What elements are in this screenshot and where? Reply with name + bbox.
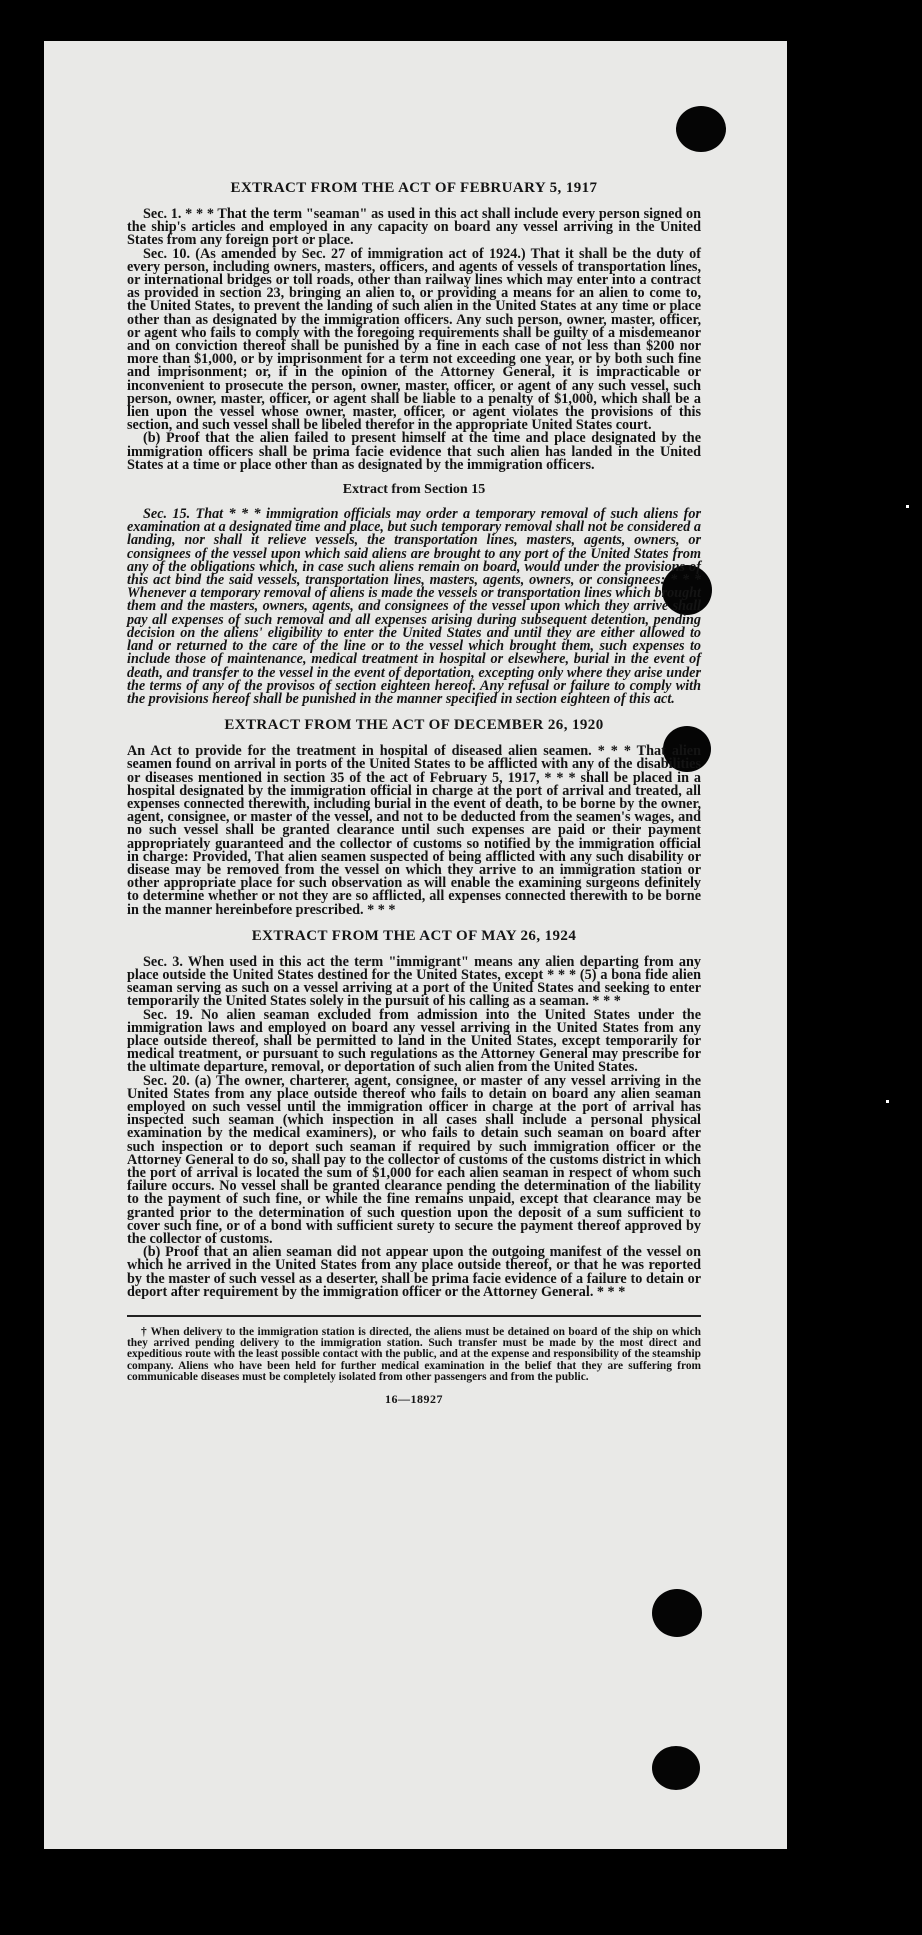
paragraph: Sec. 3. When used in this act the term "immigrant" means any alien departing from any place outside the United States destined for the United States, except * * * (5) a bona fide alien seaman serving as such on a vessel arriving at a port of the United States and seeking to enter temporarily the United States solely in the pursuit of his calling as a seaman. * * * bbox=[127, 953, 701, 1010]
scan-speck bbox=[886, 1100, 889, 1103]
footnote-divider bbox=[127, 1315, 701, 1317]
footnote: † When delivery to the immigration station is directed, the aliens must be detained on board of the ship on which they arrived pending delivery to the immigration station. Such transfer must be made by the most direct and expeditious route with the least possible contact with the public, and at the expense and responsibility of the steamship company. Aliens who have been held for further medical examination in the belief that they are suffering from communicable diseases must be completely isolated from other passengers and from the public. bbox=[127, 1326, 701, 1383]
punch-hole bbox=[652, 1746, 700, 1790]
heading-act-feb-1917: EXTRACT FROM THE ACT OF FEBRUARY 5, 1917 bbox=[230, 180, 598, 196]
paragraph: Sec. 19. No alien seaman excluded from admission into the United States under the immigration laws and employed on board any vessel arriving in the United States from any place outside thereof, shall be permitted to land in the United States, except temporarily for medical treatment, or pursuant to such regulations as the Attorney General may prescribe for the ultimate departure, removal, or deportation of such alien from the United States. bbox=[127, 1006, 701, 1076]
heading-act-dec-1920: EXTRACT FROM THE ACT OF DECEMBER 26, 1920 bbox=[224, 717, 604, 734]
document-body bbox=[127, 180, 701, 1406]
heading-act-may-1924: EXTRACT FROM THE ACT OF MAY 26, 1924 bbox=[251, 927, 577, 944]
paragraph: (b) Proof that the alien failed to present himself at the time and place designated by the immigration officers shall be prima facie evidence that such alien has landed in the United States at a time or place other than as designated by the immigration officers. bbox=[127, 430, 701, 473]
paragraph: Sec. 20. (a) The owner, charterer, agent, consignee, or master of any vessel arriving in the United States from any place outside thereof who fails to detain on board any alien seaman employed on such vessel until the immigration officer in charge at the port of arrival has inspected such seaman (which inspection in all cases shall include a personal physical examination by the medical examiners), or who fails to detain such seaman on board after such inspection or to deport such seaman if required by such immigration officer or the Attorney General to do so, shall pay to the collector of customs of the customs district in which the port of arrival is located the sum of $1,000 for each alien seaman in respect of whom such failure occurs. No vessel shall be granted clearance pending the determination of the liability to the payment of such fine, or while the fine remains unpaid, except that clearance may be granted prior to the determination of such question upon the deposit of a sum sufficient to cover such fine, or of a bond with sufficient surety to secure the payment thereof approved by the collector of customs. bbox=[127, 1072, 701, 1248]
punch-hole bbox=[652, 1589, 702, 1637]
paragraph: (b) Proof that an alien seaman did not appear upon the outgoing manifest of the vessel on which he arrived in the United States from any place outside thereof, or that he was reported by the master of such vessel as a deserter, shall be prima facie evidence of a failure to detain or deport after requirement by the immigration officer or the Attorney General. * * * bbox=[127, 1244, 701, 1300]
paragraph: Sec. 15. That * * * immigration officials may order a temporary removal of such aliens for examination at a designated time and place, but such temporary removal shall not be considered a landing, nor shall it relieve vessels, the transportation lines, masters, agents, owners, or consignees of the vessel upon which said aliens are brought to any port of the United States from any of the obligations which, in case such aliens remain on board, would under the provisions of this act bind the said vessels, transportation lines, masters, agents, owners, or consignees: * * * Whenever a temporary removal of aliens is made the vessels or transportation lines which brought them and the masters, owners, agents, and consignees of the vessel upon which they arrive shall pay all expenses of such removal and all expenses arising during subsequent detention, pending decision on the aliens' eligibility to enter the United States and until they are either allowed to land or returned to the care of the line or to the vessel which brought them, such expenses to include those of maintenance, medical treatment in hospital or elsewhere, burial in the event of death, and transfer to the vessel in the event of deportation, excepting only where they arise under the terms of any of the provisos of section eighteen hereof. Any refusal or failure to comply with the provisions hereof shall be punished in the manner specified in section eighteen of this act. bbox=[127, 506, 701, 707]
punch-hole bbox=[676, 106, 726, 152]
paragraph: Sec. 1. * * * That the term "seaman" as used in this act shall include every person signed on the ship's articles and employed in any capacity on board any vessel arriving in the United States from any foreign port or place. bbox=[127, 206, 701, 249]
paragraph: Sec. 10. (As amended by Sec. 27 of immigration act of 1924.) That it shall be the duty of every person, including owners, masters, officers, and agents of vessels of transportation lines, or international bridges or toll roads, other than railway lines which may enter into a contract as provided in section 23, bringing an alien to, or providing a means for an alien to come to, the United States, to prevent the landing of such alien in the United States at any time or place other than as designated by the immigration officers. Any such person, owner, master, officer, or agent who fails to comply with the foregoing requirements shall be guilty of a misdemeanor and on conviction thereof shall be punished by a fine in each case of not less than $200 nor more than $1,000, or by imprisonment for a term not exceeding one year, or by both such fine and imprisonment; or, if in the opinion of the Attorney General, it is impracticable or inconvenient to prosecute the person, owner, master, officer, or agent of any such vessel, such person, owner, master, officer, or agent shall be liable to a penalty of $1,000, which shall be a lien upon the vessel whose owner, master, officer, or agent violates the provisions of this section, and such vessel shall be libeled therefor in the appropriate United States court. bbox=[127, 245, 701, 434]
printer-mark: 16—18927 bbox=[385, 1392, 443, 1407]
paragraph: An Act to provide for the treatment in hospital of diseased alien seamen. * * * That alien seamen found on arrival in ports of the United States to be afflicted with any of the disabilities or diseases mentioned in section 35 of the act of February 5, 1917, * * * shall be placed in a hospital designated by the immigration official in charge at the port of arrival and treated, all expenses connected therewith, including burial in the event of death, to be borne by the owner, agent, consignee, or master of the vessel, and not to be deducted from the seamen's wages, and no such vessel shall be granted clearance until such expenses are paid or their payment appropriately guaranteed and the collector of customs so notified by the immigration official in charge: Provided, That alien seamen suspected of being afflicted with any such disability or disease may be removed from the vessel on which they arrive to an immigration station or other appropriate place for such observation as will enable the examining surgeons definitely to determine whether or not they are so afflicted, all expenses connected therewith to be borne in the manner hereinbefore prescribed. * * * bbox=[127, 743, 701, 918]
heading-section-15: Extract from Section 15 bbox=[342, 482, 486, 498]
scan-speck bbox=[906, 505, 909, 508]
